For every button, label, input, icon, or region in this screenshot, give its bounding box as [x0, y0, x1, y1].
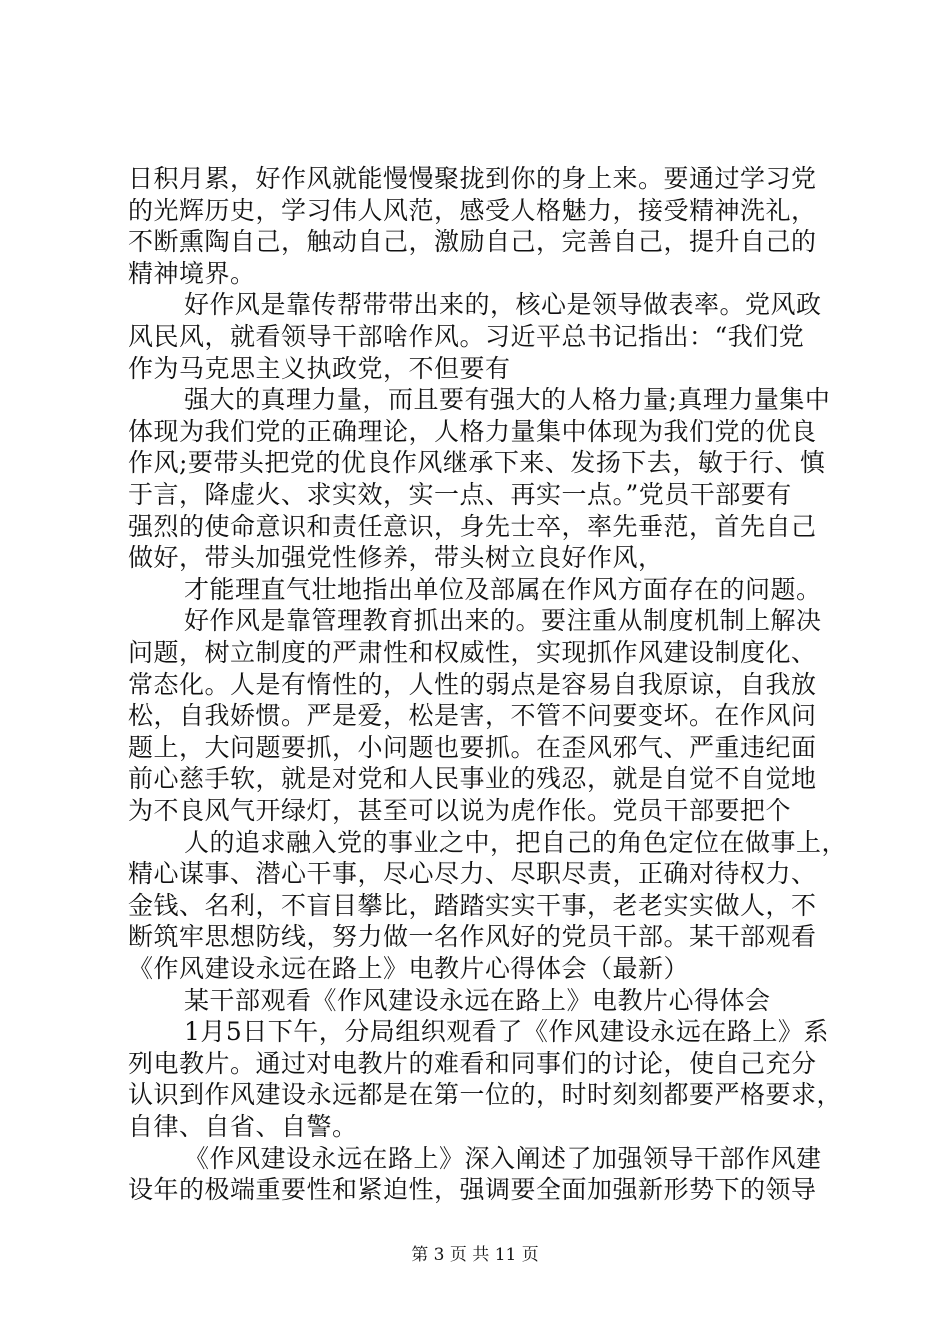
text-line: 1月5日下午，分局组织观看了《作风建设永远在路上》系: [184, 1017, 829, 1047]
text-line: 金钱、名利，不盲目攀比，踏踏实实干事，老老实实做人，不: [128, 890, 817, 920]
text-line: 设年的极端重要性和紧迫性，强调要全面加强新形势下的领导: [128, 1175, 817, 1205]
text-line: 体现为我们党的正确理论，人格力量集中体现为我们党的优良: [128, 416, 817, 446]
text-line: 题上，大问题要抓，小问题也要抓。在歪风邪气、严重违纪面: [128, 732, 817, 762]
text-line: 松，自我娇惯。严是爱，松是害，不管不问要变坏。在作风问: [128, 701, 817, 731]
text-line: 强烈的使命意识和责任意识，身先士卒，率先垂范，首先自己: [128, 511, 817, 541]
text-line: 于言，降虚火、求实效，实一点、再实一点。”党员干部要有: [128, 480, 792, 509]
text-line: 自律、自省、自警。: [128, 1112, 358, 1141]
text-line: 列电教片。通过对电教片的难看和同事们的讨论，使自己充分: [128, 1048, 817, 1078]
text-line: 问题，树立制度的严肃性和权威性，实现抓作风建设制度化、: [128, 638, 817, 667]
text-line: 某干部观看《作风建设永远在路上》电教片心得体会: [184, 985, 771, 1015]
text-line: 精心谋事、潜心干事，尽心尽力、尽职尽责，正确对待权力、: [128, 859, 817, 889]
text-line: 精神境界。: [128, 258, 256, 288]
text-line: 前心慈手软，就是对党和人民事业的残忍，就是自觉不自觉地: [128, 764, 817, 794]
text-line: 才能理直气壮地指出单位及部属在作风方面存在的问题。: [184, 574, 822, 604]
text-line: 常态化。人是有惰性的，人性的弱点是容易自我原谅，自我放: [128, 669, 817, 699]
text-line: 认识到作风建设永远都是在第一位的，时时刻刻都要严格要求，: [128, 1080, 843, 1110]
text-line: 为不良风气开绿灯，甚至可以说为虎作伥。党员干部要把个: [128, 796, 792, 825]
text-line: 日积月累，好作风就能慢慢聚拢到你的身上来。要通过学习党: [128, 164, 817, 193]
text-line: 作为马克思主义执政党，不但要有: [128, 353, 511, 383]
text-line: 不断熏陶自己，触动自己，激励自己，完善自己，提升自己的: [128, 227, 817, 257]
text-line: 好作风是靠传帮带带出来的，核心是领导做表率。党风政: [184, 290, 822, 320]
text-line: 断筑牢思想防线，努力做一名作风好的党员干部。某干部观看: [128, 922, 817, 952]
text-line: 的光辉历史，学习伟人风范，感受人格魅力，接受精神洗礼，: [128, 195, 817, 225]
text-line: 作风;要带头把党的优良作风继承下来、发扬下去，敏于行、慎: [128, 448, 826, 478]
text-line: 好作风是靠管理教育抓出来的。要注重从制度机制上解决: [184, 606, 822, 636]
text-line: 《作风建设永远在路上》深入阐述了加强领导干部作风建: [184, 1143, 822, 1173]
text-line: 人的追求融入党的事业之中，把自己的角色定位在做事上，: [184, 827, 848, 857]
text-line: 强大的真理力量，而且要有强大的人格力量;真理力量集中: [184, 385, 831, 415]
page-number-footer: 第 3 页 共 11 页: [411, 1245, 539, 1265]
text-line: 风民风，就看领导干部啥作风。习近平总书记指出：“我们党: [128, 322, 805, 351]
text-line: 做好，带头加强党性修养，带头树立良好作风，: [128, 543, 664, 573]
text-line: 《作风建设永远在路上》电教片心得体会（最新）: [128, 954, 690, 983]
